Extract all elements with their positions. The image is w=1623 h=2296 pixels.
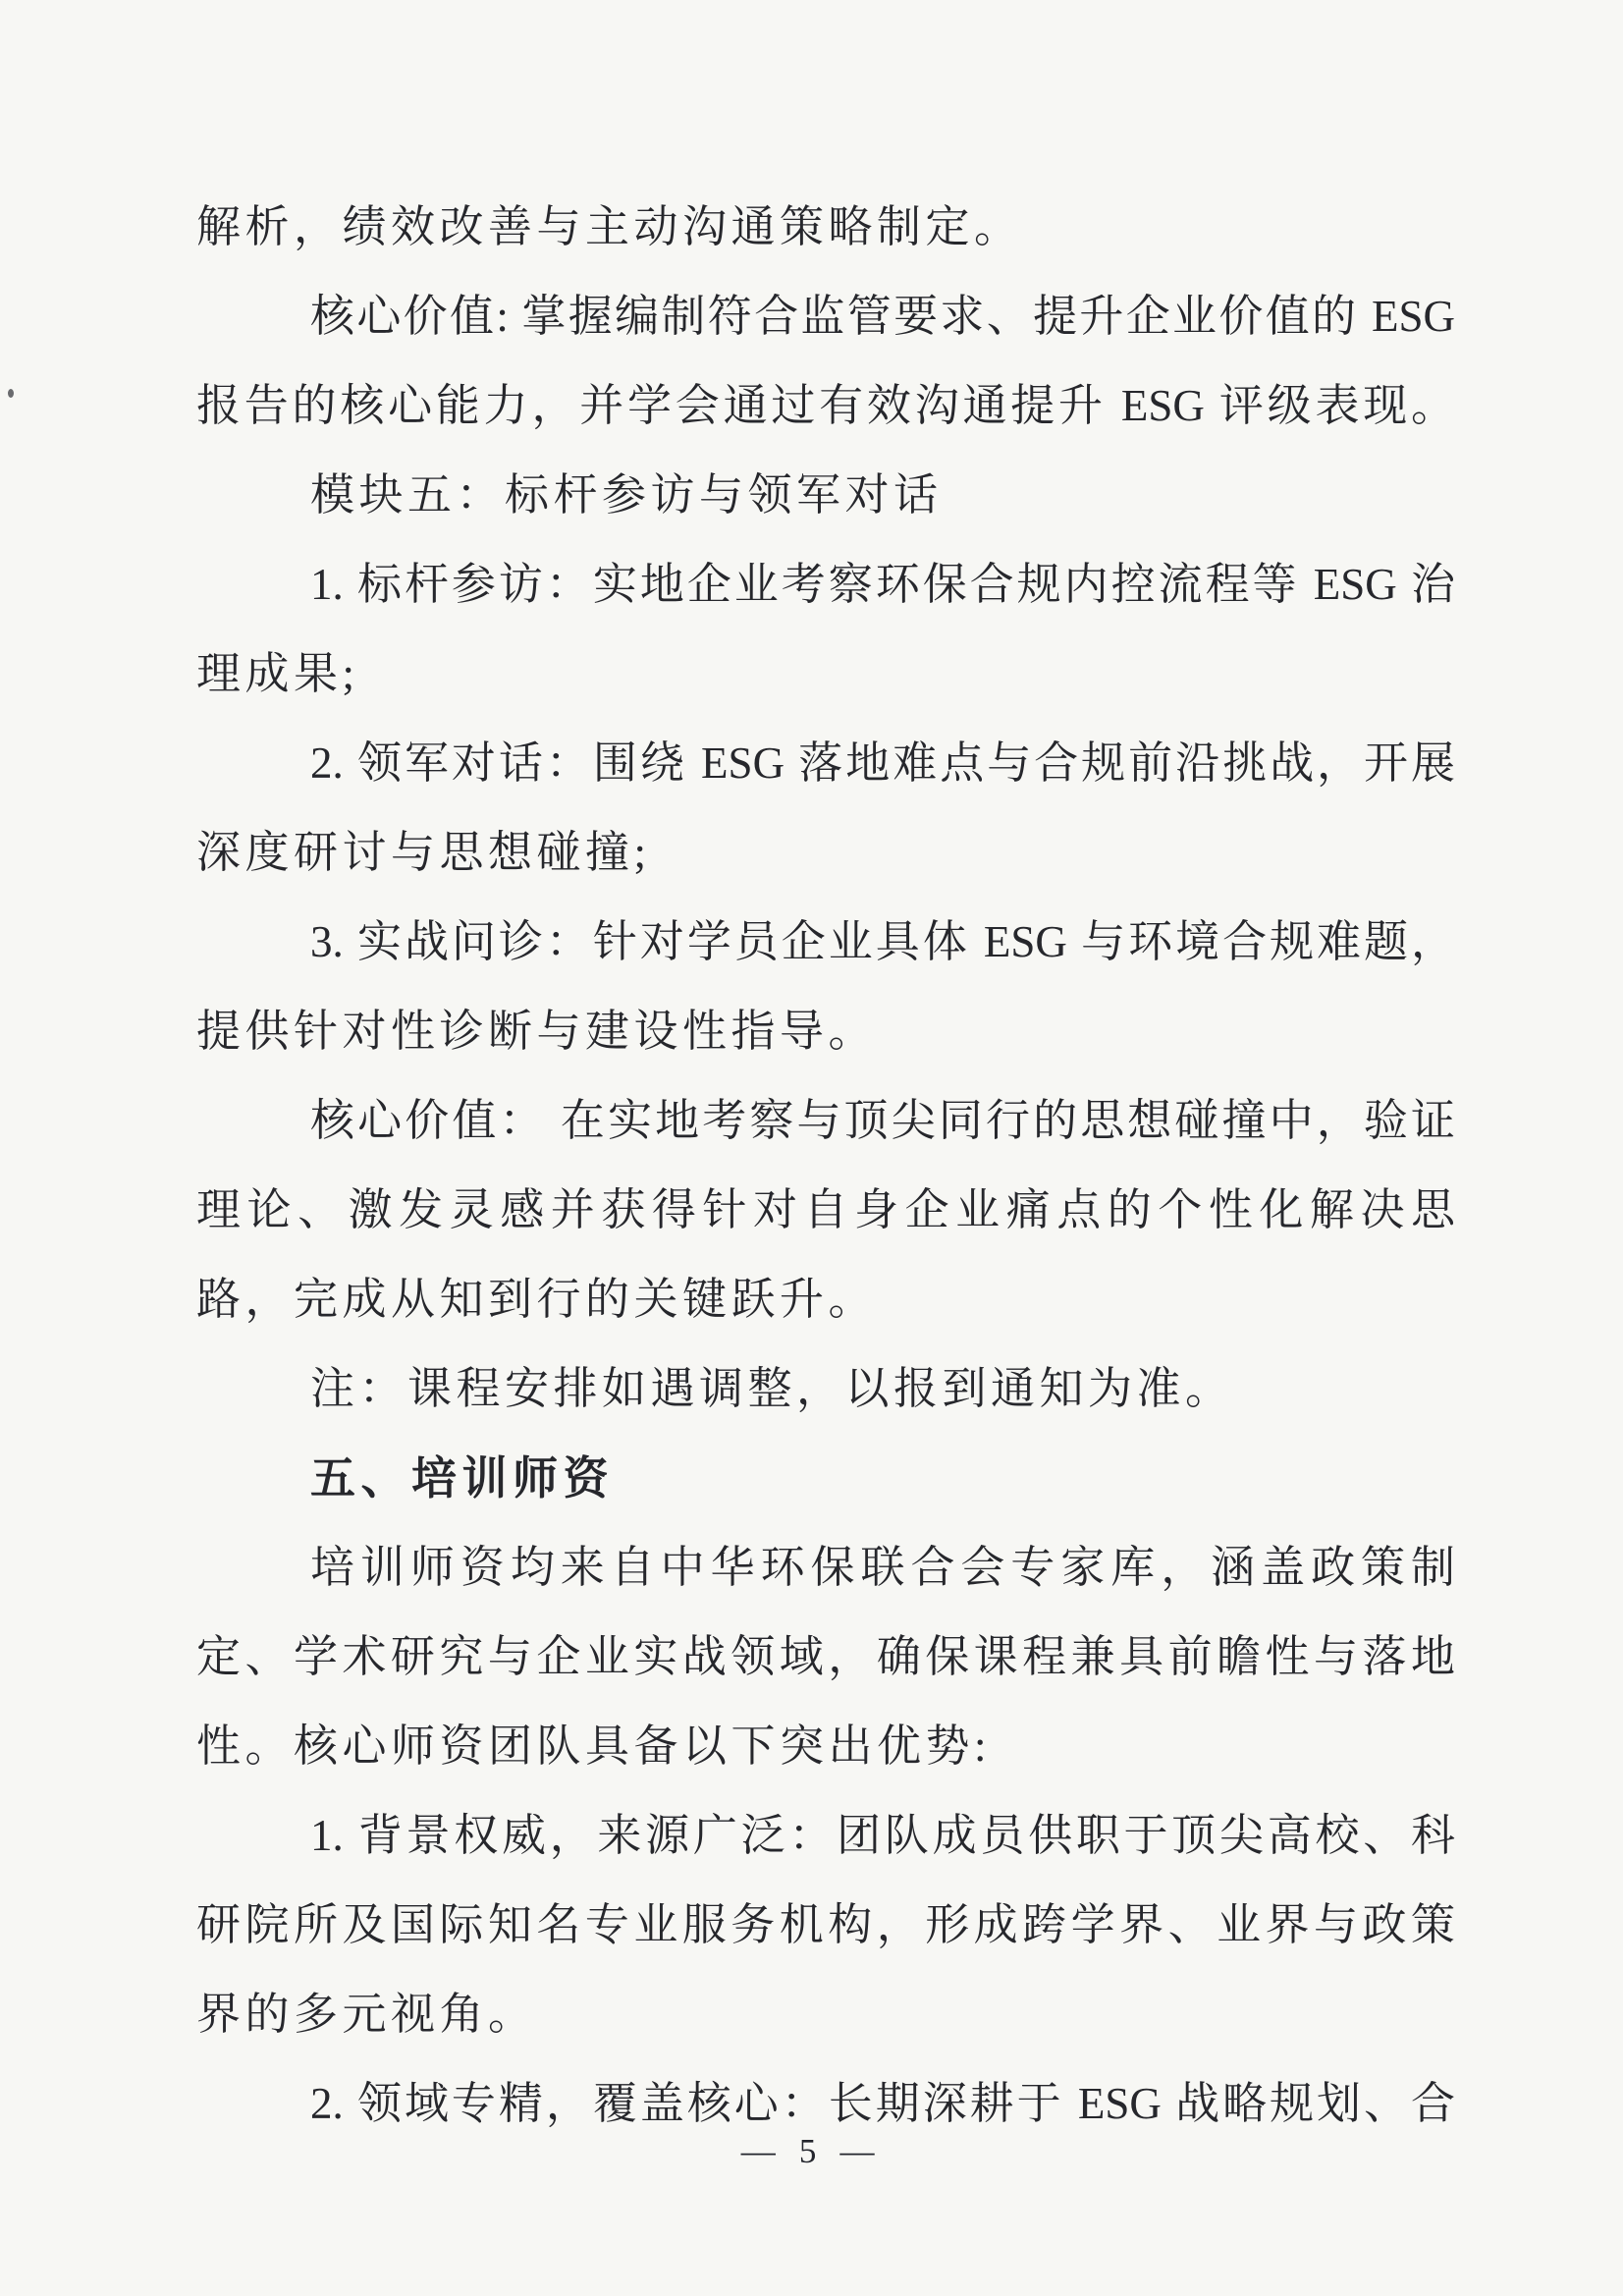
text-line: 提供针对性诊断与建设性指导。 [196,1007,878,1056]
text-line: 研院所及国际知名专业服务机构，形成跨学界、业界与政策 [196,1900,1455,1949]
text-line: 核心价值: 掌握编制符合监管要求、提升企业价值的 ESG [310,292,1455,341]
text-line: 1. 标杆参访：实地企业考察环保合规内控流程等 ESG 治 [310,560,1455,609]
text-line: 性。核心师资团队具备以下突出优势: [196,1722,992,1771]
document-body [196,183,1455,2149]
text-line: 注：课程安排如遇调整，以报到通知为准。 [310,1364,1234,1413]
text-line: 核心价值： 在实地考察与顶尖同行的思想碰撞中，验证 [310,1096,1455,1145]
text-line: 定、学术研究与企业实战领域，确保课程兼具前瞻性与落地 [196,1632,1455,1681]
text-line: 解析，绩效改善与主动沟通策略制定。 [196,202,1023,251]
text-line: 报告的核心能力，并学会通过有效沟通提升 ESG 评级表现。 [196,381,1455,430]
text-line: 培训师资均来自中华环保联合会专家库，涵盖政策制 [310,1543,1455,1592]
text-line: 深度研讨与思想碰撞; [196,828,651,877]
text-line: 理论、激发灵感并获得针对自身企业痛点的个性化解决思 [196,1185,1455,1234]
section-heading: 五、培训师资 [310,1452,615,1503]
text-line: 1. 背景权威，来源广泛：团队成员供职于顶尖高校、科 [310,1811,1455,1860]
text-line: 路，完成从知到行的关键跃升。 [196,1275,878,1324]
text-line: 3. 实战问诊：针对学员企业具体 ESG 与环境合规难题， [310,917,1455,966]
text-line: 界的多元视角。 [196,1990,537,2039]
scan-artifact-dot [8,389,14,398]
text-line: 2. 领域专精，覆盖核心：长期深耕于 ESG 战略规划、合 [310,2079,1455,2128]
text-line: 模块五：标杆参访与领军对话 [310,470,943,519]
text-line: 2. 领军对话：围绕 ESG 落地难点与合规前沿挑战，开展 [310,738,1455,788]
text-line: 理成果; [196,649,359,698]
page-number-footer: — 5 — [740,2132,883,2170]
